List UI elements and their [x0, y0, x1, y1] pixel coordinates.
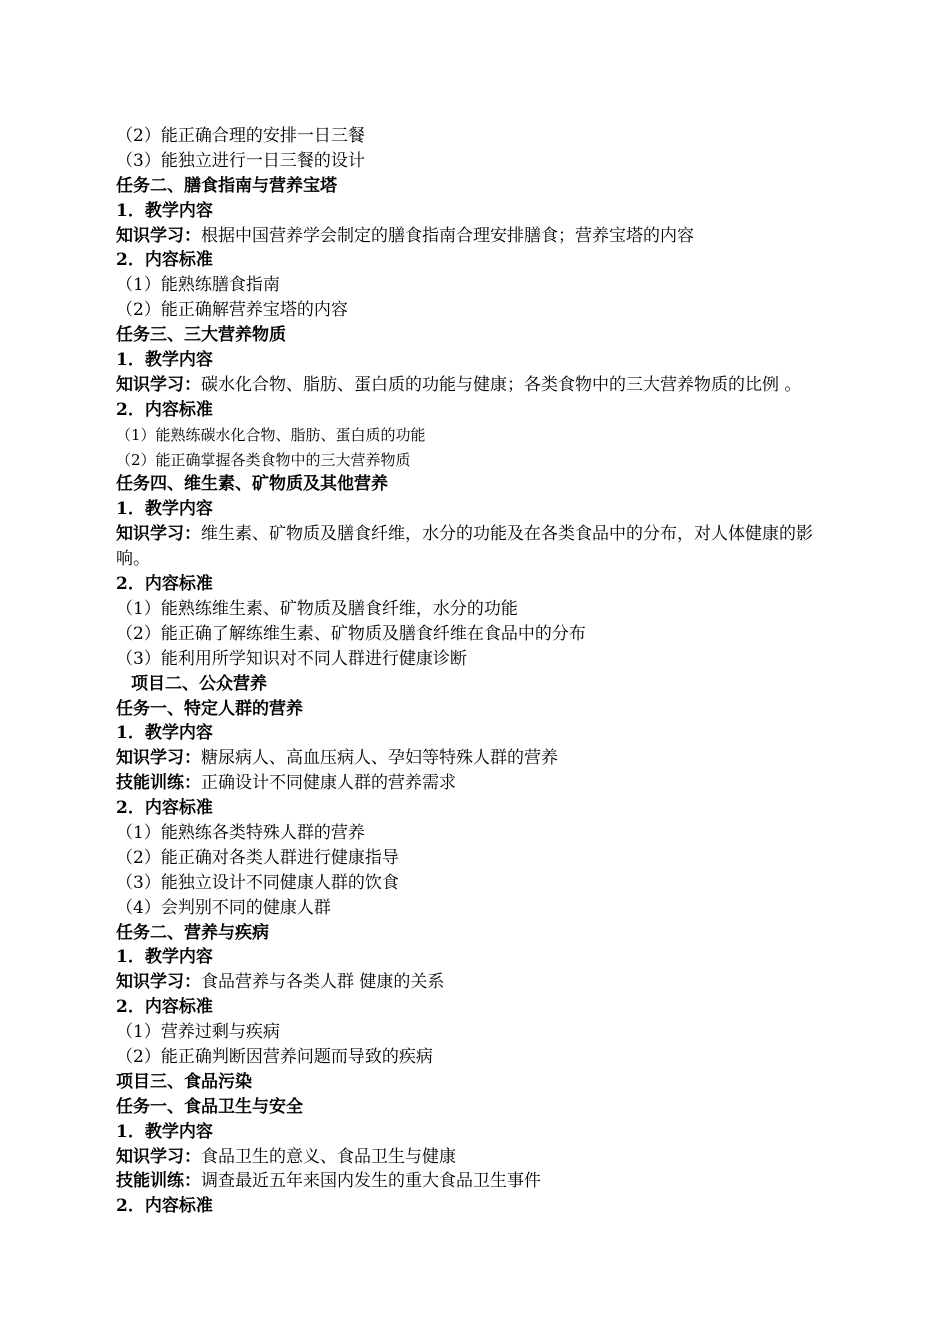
paragraph-label: 知识学习：: [116, 225, 201, 246]
content-paragraph: [116, 771, 950, 796]
section-heading: 1．教学内容: [116, 200, 213, 221]
list-item: （1）能熟练碳水化合物、脂肪、蛋白质的功能: [116, 425, 426, 444]
paragraph-text: 正确设计不同健康人群的营养需求: [201, 773, 456, 794]
list-item: （1）营养过剩与疾病: [116, 1022, 280, 1043]
content-paragraph: [116, 522, 840, 572]
section-heading: 2．内容标准: [116, 798, 213, 819]
list-item: （4）会判别不同的健康人群: [116, 897, 331, 918]
content-paragraph: [116, 1145, 950, 1170]
paragraph-label: 知识学习：: [116, 374, 201, 395]
paragraph-label: 知识学习：: [116, 1146, 201, 1167]
content-paragraph: [116, 373, 950, 398]
paragraph-text: 食品营养与各类人群 健康的关系: [201, 972, 445, 993]
list-item: （1）能熟练膳食指南: [116, 275, 280, 296]
section-heading: 1．教学内容: [116, 1121, 213, 1142]
paragraph-label: 知识学习：: [116, 748, 201, 769]
paragraph-label: 知识学习：: [116, 524, 201, 545]
content-paragraph: [116, 746, 950, 771]
section-heading: 2．内容标准: [116, 399, 213, 420]
paragraph-label: 知识学习：: [116, 972, 201, 993]
content-paragraph: [116, 224, 950, 249]
list-item: （3）能独立进行一日三餐的设计: [116, 150, 365, 171]
content-paragraph: [116, 970, 950, 995]
list-item: （2）能正确合理的安排一日三餐: [116, 126, 365, 146]
list-item: （1）能熟练维生素、矿物质及膳食纤维，水分的功能: [116, 598, 518, 619]
paragraph-text: 糖尿病人、高血压病人、孕妇等特殊人群的营养: [201, 748, 558, 769]
section-heading: 项目三、食品污染: [116, 1071, 252, 1092]
section-heading: 1．教学内容: [116, 499, 213, 520]
section-heading: 2．内容标准: [116, 574, 213, 595]
paragraph-text: 调查最近五年来国内发生的重大食品卫生事件: [201, 1171, 541, 1192]
list-item: （3）能利用所学知识对不同人群进行健康诊断: [116, 648, 467, 669]
section-heading: 1．教学内容: [116, 723, 213, 744]
section-heading: 任务四、维生素、矿物质及其他营养: [116, 474, 388, 495]
list-item: （2）能正确对各类人群进行健康指导: [116, 847, 399, 868]
list-item: （3）能独立设计不同健康人群的饮食: [116, 872, 399, 893]
paragraph-text: 维生素、矿物质及膳食纤维，水分的功能及在各类食品中的分布，对人体健康的影响。: [116, 524, 813, 570]
section-heading: 任务一、特定人群的营养: [116, 698, 303, 719]
document-page: [0, 124, 950, 1219]
section-heading: 任务二、膳食指南与营养宝塔: [116, 175, 337, 196]
content-paragraph: [116, 1169, 950, 1194]
section-heading: 任务三、三大营养物质: [116, 325, 286, 346]
paragraph-label: 技能训练：: [116, 773, 201, 794]
section-heading: 1．教学内容: [116, 947, 213, 968]
project-heading: 项目二、公众营养: [131, 673, 267, 694]
section-heading: 2．内容标准: [116, 250, 213, 271]
section-heading: 1．教学内容: [116, 350, 213, 371]
section-heading: 任务一、食品卫生与安全: [116, 1096, 303, 1117]
list-item: （2）能正确掌握各类食物中的三大营养物质: [116, 450, 411, 469]
paragraph-text: 食品卫生的意义、食品卫生与健康: [201, 1146, 456, 1167]
section-heading: 任务二、营养与疾病: [116, 922, 269, 943]
list-item: （2）能正确了解练维生素、矿物质及膳食纤维在食品中的分布: [116, 623, 586, 644]
list-item: （2）能正确解营养宝塔的内容: [116, 300, 348, 321]
list-item: （1）能熟练各类特殊人群的营养: [116, 822, 365, 843]
paragraph-label: 技能训练：: [116, 1171, 201, 1192]
paragraph-text: 根据中国营养学会制定的膳食指南合理安排膳食；营养宝塔的内容: [201, 225, 694, 246]
paragraph-text: 碳水化合物、脂肪、蛋白质的功能与健康；各类食物中的三大营养物质的比例 。: [201, 374, 802, 395]
section-heading: 2．内容标准: [116, 997, 213, 1018]
list-item: （2）能正确判断因营养问题而导致的疾病: [116, 1046, 433, 1067]
section-heading: 2．内容标准: [116, 1196, 213, 1217]
